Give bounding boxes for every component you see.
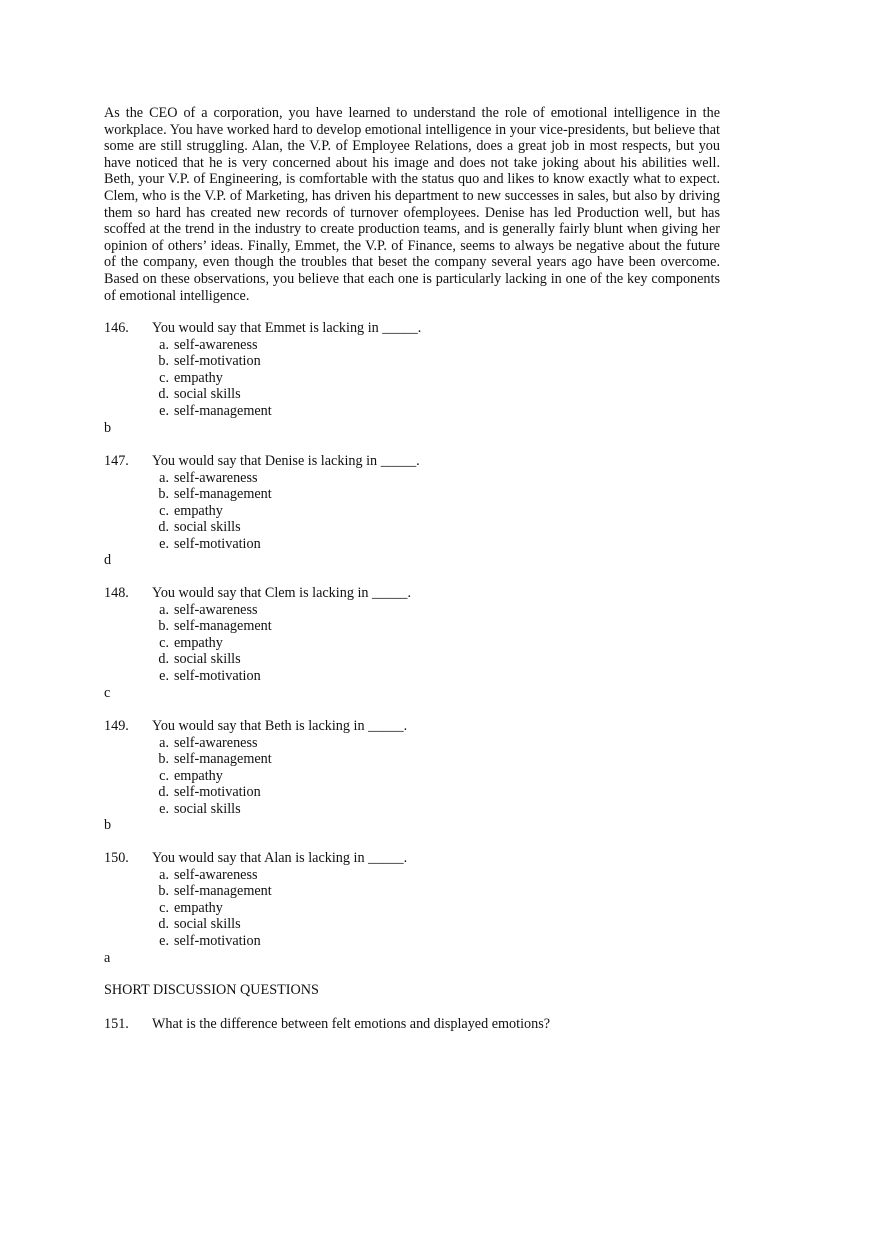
option-text: self-motivation (174, 535, 261, 552)
option-letter: a. (159, 601, 169, 618)
question-146 (104, 320, 804, 420)
question-text: You would say that Clem is lacking in _____. (152, 585, 412, 601)
option-letter: c. (159, 502, 169, 519)
option-text: social skills (174, 916, 241, 933)
option-text: empathy (174, 502, 223, 519)
option-letter: b. (158, 883, 169, 900)
option-letter: b. (158, 353, 169, 370)
option-b (104, 353, 804, 370)
option-list (104, 337, 804, 420)
option-text: empathy (174, 369, 223, 386)
option-letter: e. (159, 535, 169, 552)
option-text: self-management (174, 751, 272, 768)
option-b (104, 486, 804, 503)
option-letter: c. (159, 767, 169, 784)
option-text: social skills (174, 519, 241, 536)
answer-key: c (104, 685, 111, 701)
option-text: self-management (174, 486, 272, 503)
option-text: self-awareness (174, 866, 258, 883)
option-letter: b. (158, 486, 169, 503)
option-c (104, 635, 804, 652)
option-text: self-awareness (174, 469, 258, 486)
option-letter: d. (158, 916, 169, 933)
section-heading: SHORT DISCUSSION QUESTIONS (104, 982, 319, 998)
option-a (104, 602, 804, 619)
option-letter: a. (159, 734, 169, 751)
option-e (104, 403, 804, 420)
option-letter: a. (159, 336, 169, 353)
option-b (104, 751, 804, 768)
option-a (104, 470, 804, 487)
option-a (104, 735, 804, 752)
option-e (104, 668, 804, 685)
option-c (104, 768, 804, 785)
option-a (104, 867, 804, 884)
question-number: 150. (104, 850, 129, 866)
option-d (104, 916, 804, 933)
question-text: You would say that Emmet is lacking in _____. (152, 320, 422, 336)
option-text: self-motivation (174, 667, 261, 684)
option-text: empathy (174, 899, 223, 916)
option-list (104, 867, 804, 950)
option-c (104, 370, 804, 387)
question-150 (104, 850, 804, 950)
option-letter: b. (158, 751, 169, 768)
option-letter: d. (158, 651, 169, 668)
option-d (104, 519, 804, 536)
question-number: 146. (104, 320, 129, 336)
question-text: What is the difference between felt emotions and displayed emotions? (152, 1016, 551, 1032)
option-list (104, 470, 804, 553)
question-stem (104, 718, 804, 735)
option-letter: c. (159, 369, 169, 386)
question-text: You would say that Alan is lacking in _____. (152, 850, 408, 866)
question-147 (104, 453, 804, 553)
question-number: 151. (104, 1016, 129, 1032)
option-text: self-awareness (174, 336, 258, 353)
option-text: self-management (174, 883, 272, 900)
option-text: self-management (174, 618, 272, 635)
option-letter: e. (159, 800, 169, 817)
option-text: self-motivation (174, 932, 261, 949)
option-b (104, 618, 804, 635)
question-stem (104, 320, 804, 337)
question-148 (104, 585, 804, 685)
question-number: 148. (104, 585, 129, 601)
option-letter: e. (159, 402, 169, 419)
question-stem (104, 585, 804, 602)
option-text: social skills (174, 800, 241, 817)
option-d (104, 386, 804, 403)
option-text: self-awareness (174, 601, 258, 618)
question-number: 149. (104, 718, 129, 734)
scenario-paragraph: As the CEO of a corporation, you have learned to understand the role of emotional intelligence in the workplace. You have worked hard to develop emotional intelligence in your vice-presidents, but believe that some are still struggling. Alan, the V.P. of Employee Relations, does a great job in most respects, but you have noticed that he is very concerned about his image and does not take joking about his abilities well. Beth, your V.P. of Engineering, is comfortable with the status quo and likes to know exactly what to expect. Clem, who is the V.P. of Marketing, has driven his department to new successes in sales, but also by driving them so hard has created new records of turnover ofemployees. Denise has led Production well, but has scoffed at the trend in the industry to create production teams, and is generally fairly blunt when giving her opinion of others’ ideas. Finally, Emmet, the V.P. of Finance, seems to always be negative about the future of the company, even though the troubles that beset the company several years ago have been overcome. Based on these observations, you believe that each one is particularly lacking in one of the key components of emotional intelligence. (104, 105, 720, 304)
answer-key: b (104, 817, 112, 833)
question-151 (104, 1016, 804, 1033)
option-b (104, 883, 804, 900)
question-text: You would say that Denise is lacking in _____. (152, 453, 420, 469)
option-text: social skills (174, 386, 241, 403)
option-e (104, 801, 804, 818)
question-149 (104, 718, 804, 818)
option-text: self-motivation (174, 784, 261, 801)
option-a (104, 337, 804, 354)
option-letter: e. (159, 932, 169, 949)
option-d (104, 651, 804, 668)
option-text: empathy (174, 634, 223, 651)
option-letter: a. (159, 866, 169, 883)
option-letter: b. (158, 618, 169, 635)
option-text: self-awareness (174, 734, 258, 751)
option-letter: e. (159, 667, 169, 684)
option-text: self-motivation (174, 353, 261, 370)
option-list (104, 602, 804, 685)
option-letter: d. (158, 519, 169, 536)
option-d (104, 784, 804, 801)
question-text: You would say that Beth is lacking in _____. (152, 718, 408, 734)
question-stem (104, 453, 804, 470)
option-letter: c. (159, 899, 169, 916)
question-stem (104, 850, 804, 867)
option-letter: a. (159, 469, 169, 486)
option-letter: d. (158, 784, 169, 801)
option-text: self-management (174, 402, 272, 419)
option-e (104, 933, 804, 950)
question-number: 147. (104, 453, 129, 469)
answer-key: d (104, 552, 112, 568)
answer-key: a (104, 950, 111, 966)
option-text: social skills (174, 651, 241, 668)
option-c (104, 503, 804, 520)
question-stem (104, 1016, 804, 1033)
option-list (104, 735, 804, 818)
answer-key: b (104, 420, 112, 436)
option-e (104, 536, 804, 553)
option-c (104, 900, 804, 917)
option-letter: c. (159, 634, 169, 651)
option-letter: d. (158, 386, 169, 403)
option-text: empathy (174, 767, 223, 784)
